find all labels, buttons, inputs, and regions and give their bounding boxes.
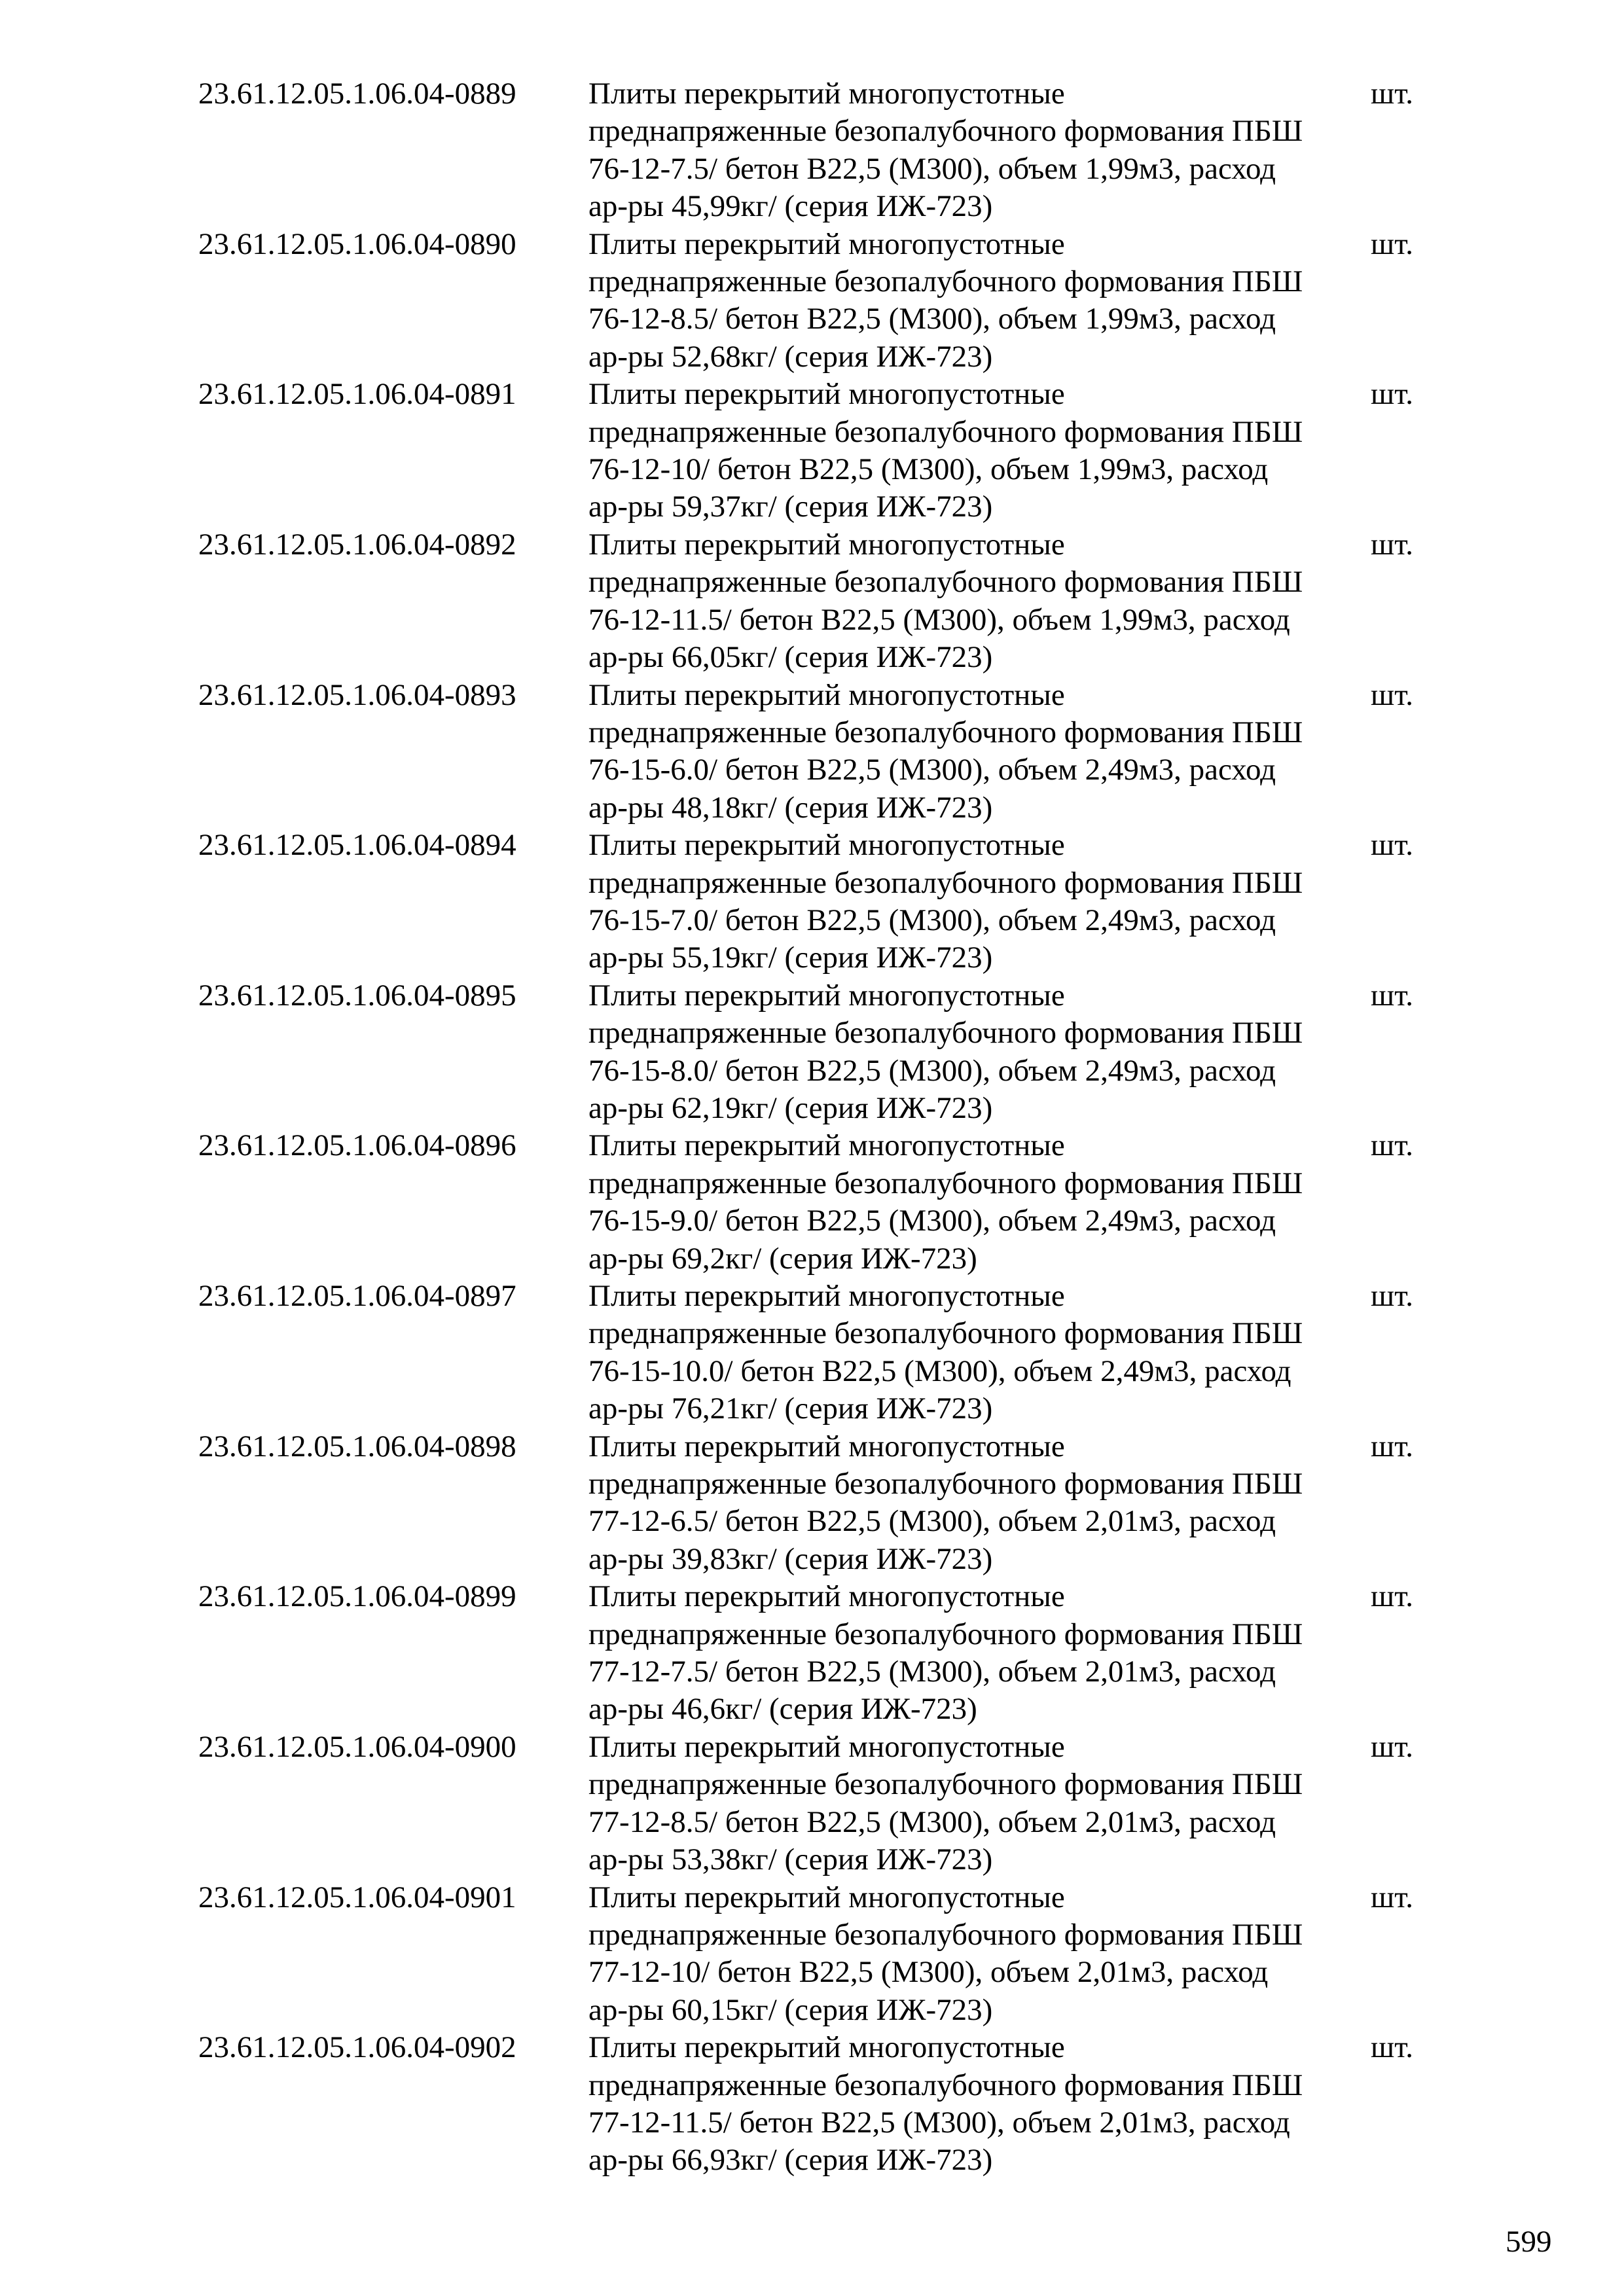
description-line: Плиты перекрытий многопустотные <box>588 377 1065 412</box>
entry-unit: шт. <box>1371 377 1413 412</box>
entry-unit: шт. <box>1371 1279 1413 1313</box>
description-line: 76-15-6.0/ бетон В22,5 (М300), объем 2,49м3, расход <box>588 753 1276 787</box>
price-list-entry <box>198 827 1442 977</box>
entry-code: 23.61.12.05.1.06.04-0902 <box>198 2030 516 2065</box>
entry-code: 23.61.12.05.1.06.04-0893 <box>198 677 516 712</box>
entry-description <box>588 977 1371 1128</box>
description-line: Плиты перекрытий многопустотные <box>588 978 1065 1013</box>
description-line: ар-ры 66,05кг/ (серия ИЖ-723) <box>588 640 993 675</box>
description-line: преднапряженные безопалубочного формования ПБШ <box>588 1917 1303 1952</box>
description-line: ар-ры 39,83кг/ (серия ИЖ-723) <box>588 1541 993 1576</box>
entry-unit: шт. <box>1371 226 1413 261</box>
entry-unit: шт. <box>1371 1128 1413 1163</box>
price-list-entry <box>198 977 1442 1128</box>
price-list-entry <box>198 1729 1442 1879</box>
entry-description <box>588 2029 1371 2179</box>
description-line: 77-12-7.5/ бетон В22,5 (М300), объем 2,01м3, расход <box>588 1655 1276 1689</box>
description-line: 77-12-11.5/ бетон В22,5 (М300), объем 2,01м3, расход <box>588 2105 1290 2140</box>
description-line: преднапряженные безопалубочного формования ПБШ <box>588 1467 1303 1501</box>
description-line: Плиты перекрытий многопустотные <box>588 2030 1065 2065</box>
description-line: 76-12-7.5/ бетон В22,5 (М300), объем 1,99м3, расход <box>588 151 1276 186</box>
description-line: 76-12-11.5/ бетон В22,5 (М300), объем 1,99м3, расход <box>588 602 1290 637</box>
price-list-entry <box>198 677 1442 827</box>
description-line: преднапряженные безопалубочного формования ПБШ <box>588 1166 1303 1200</box>
description-line: преднапряженные безопалубочного формования ПБШ <box>588 1767 1303 1802</box>
entry-unit: шт. <box>1371 677 1413 712</box>
description-line: Плиты перекрытий многопустотные <box>588 1429 1065 1463</box>
description-line: 76-12-8.5/ бетон В22,5 (М300), объем 1,99м3, расход <box>588 302 1276 336</box>
entry-code: 23.61.12.05.1.06.04-0891 <box>198 377 516 412</box>
description-line: преднапряженные безопалубочного формования ПБШ <box>588 414 1303 449</box>
description-line: преднапряженные безопалубочного формования ПБШ <box>588 565 1303 600</box>
entry-description <box>588 1428 1371 1579</box>
description-line: преднапряженные безопалубочного формования ПБШ <box>588 114 1303 149</box>
description-line: ар-ры 76,21кг/ (серия ИЖ-723) <box>588 1391 993 1426</box>
entry-code: 23.61.12.05.1.06.04-0892 <box>198 527 516 562</box>
entry-description <box>588 376 1371 526</box>
description-line: ар-ры 69,2кг/ (серия ИЖ-723) <box>588 1241 977 1276</box>
description-line: ар-ры 52,68кг/ (серия ИЖ-723) <box>588 339 993 374</box>
description-line: Плиты перекрытий многопустотные <box>588 77 1065 111</box>
description-line: ар-ры 62,19кг/ (серия ИЖ-723) <box>588 1090 993 1125</box>
description-line: ар-ры 55,19кг/ (серия ИЖ-723) <box>588 941 993 975</box>
price-list-entry <box>198 1578 1442 1729</box>
entry-code: 23.61.12.05.1.06.04-0900 <box>198 1729 516 1764</box>
entry-code: 23.61.12.05.1.06.04-0897 <box>198 1279 516 1313</box>
entry-unit: шт. <box>1371 527 1413 562</box>
description-line: Плиты перекрытий многопустотные <box>588 226 1065 261</box>
entry-code: 23.61.12.05.1.06.04-0896 <box>198 1128 516 1163</box>
entry-code: 23.61.12.05.1.06.04-0901 <box>198 1880 516 1914</box>
entry-description <box>588 226 1371 376</box>
description-line: преднапряженные безопалубочного формования ПБШ <box>588 2068 1303 2102</box>
entry-code: 23.61.12.05.1.06.04-0889 <box>198 77 516 111</box>
description-line: Плиты перекрытий многопустотные <box>588 527 1065 562</box>
entry-unit: шт. <box>1371 1579 1413 1614</box>
entry-unit: шт. <box>1371 828 1413 863</box>
description-line: Плиты перекрытий многопустотные <box>588 1729 1065 1764</box>
description-line: преднапряженные безопалубочного формования ПБШ <box>588 865 1303 900</box>
description-line: Плиты перекрытий многопустотные <box>588 1579 1065 1614</box>
description-line: ар-ры 60,15кг/ (серия ИЖ-723) <box>588 1992 993 2027</box>
price-list-entry <box>198 1428 1442 1579</box>
price-list-entry <box>198 1879 1442 2030</box>
price-list-entry <box>198 75 1442 226</box>
description-line: Плиты перекрытий многопустотные <box>588 1880 1065 1914</box>
description-line: преднапряженные безопалубочного формования ПБШ <box>588 264 1303 299</box>
description-line: преднапряженные безопалубочного формования ПБШ <box>588 1617 1303 1651</box>
entry-unit: шт. <box>1371 77 1413 111</box>
entry-description <box>588 1578 1371 1729</box>
entry-description <box>588 827 1371 977</box>
description-line: преднапряженные безопалубочного формования ПБШ <box>588 1316 1303 1351</box>
entry-code: 23.61.12.05.1.06.04-0890 <box>198 226 516 261</box>
entry-unit: шт. <box>1371 1429 1413 1463</box>
price-list-entry <box>198 1278 1442 1428</box>
entry-code: 23.61.12.05.1.06.04-0894 <box>198 828 516 863</box>
description-line: преднапряженные безопалубочного формования ПБШ <box>588 1016 1303 1050</box>
description-line: ар-ры 66,93кг/ (серия ИЖ-723) <box>588 2143 993 2178</box>
entry-description <box>588 75 1371 226</box>
description-line: 77-12-10/ бетон В22,5 (М300), объем 2,01м3, расход <box>588 1955 1269 1990</box>
price-list-entries <box>198 75 1442 2179</box>
description-line: 76-15-8.0/ бетон В22,5 (М300), объем 2,49м3, расход <box>588 1053 1276 1088</box>
description-line: 76-12-10/ бетон В22,5 (М300), объем 1,99м3, расход <box>588 452 1269 487</box>
description-line: 76-15-10.0/ бетон В22,5 (М300), объем 2,49м3, расход <box>588 1354 1291 1388</box>
description-line: ар-ры 46,6кг/ (серия ИЖ-723) <box>588 1692 977 1727</box>
price-list-entry <box>198 2029 1442 2179</box>
entry-code: 23.61.12.05.1.06.04-0895 <box>198 978 516 1013</box>
description-line: Плиты перекрытий многопустотные <box>588 1128 1065 1163</box>
price-list-entry <box>198 376 1442 526</box>
entry-unit: шт. <box>1371 2030 1413 2065</box>
entry-unit: шт. <box>1371 978 1413 1013</box>
entry-unit: шт. <box>1371 1729 1413 1764</box>
description-line: ар-ры 45,99кг/ (серия ИЖ-723) <box>588 189 993 224</box>
price-list-entry <box>198 526 1442 677</box>
description-line: 76-15-9.0/ бетон В22,5 (М300), объем 2,49м3, расход <box>588 1204 1276 1238</box>
entry-unit: шт. <box>1371 1880 1413 1914</box>
description-line: преднапряженные безопалубочного формования ПБШ <box>588 715 1303 749</box>
entry-description <box>588 1729 1371 1879</box>
description-line: ар-ры 59,37кг/ (серия ИЖ-723) <box>588 490 993 524</box>
entry-description <box>588 1127 1371 1278</box>
description-line: Плиты перекрытий многопустотные <box>588 828 1065 863</box>
description-line: ар-ры 53,38кг/ (серия ИЖ-723) <box>588 1842 993 1877</box>
price-list-entry <box>198 1127 1442 1278</box>
entry-description <box>588 1278 1371 1428</box>
description-line: 77-12-6.5/ бетон В22,5 (М300), объем 2,01м3, расход <box>588 1504 1276 1539</box>
price-list-entry <box>198 226 1442 376</box>
description-line: ар-ры 48,18кг/ (серия ИЖ-723) <box>588 790 993 825</box>
description-line: Плиты перекрытий многопустотные <box>588 1279 1065 1313</box>
description-line: Плиты перекрытий многопустотные <box>588 677 1065 712</box>
entry-code: 23.61.12.05.1.06.04-0898 <box>198 1429 516 1463</box>
entry-description <box>588 526 1371 677</box>
entry-code: 23.61.12.05.1.06.04-0899 <box>198 1579 516 1614</box>
entry-description <box>588 677 1371 827</box>
entry-description <box>588 1879 1371 2030</box>
description-line: 76-15-7.0/ бетон В22,5 (М300), объем 2,49м3, расход <box>588 903 1276 937</box>
description-line: 77-12-8.5/ бетон В22,5 (М300), объем 2,01м3, расход <box>588 1804 1276 1839</box>
page-number: 599 <box>1506 2225 1552 2259</box>
